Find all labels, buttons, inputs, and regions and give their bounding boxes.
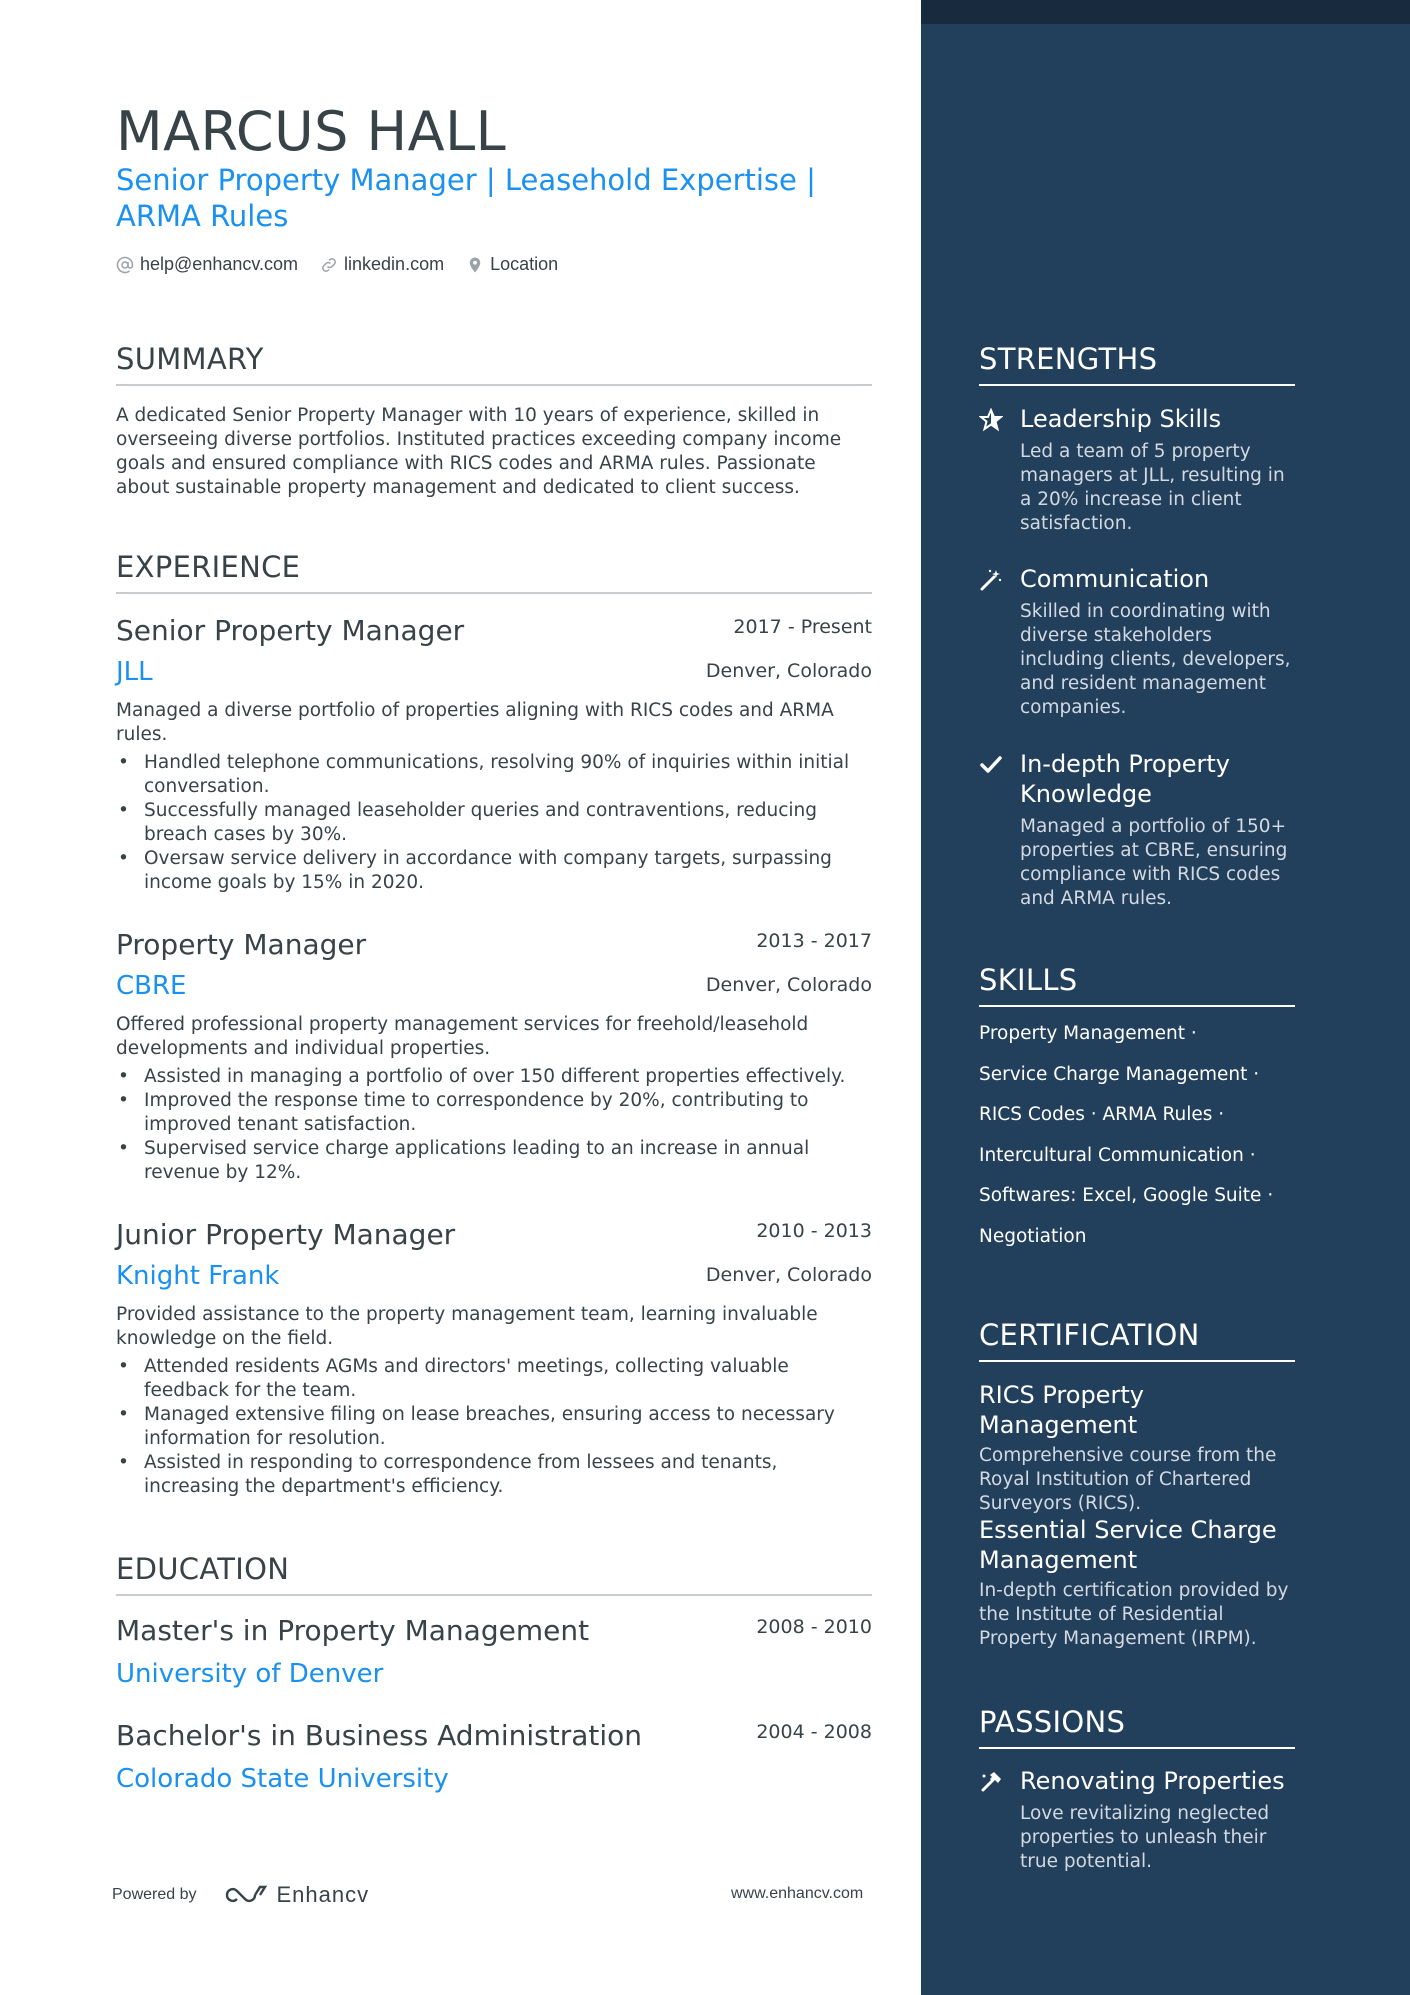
education-heading: EDUCATION <box>116 1552 872 1596</box>
passion-item <box>979 1766 1295 1874</box>
experience-heading: EXPERIENCE <box>116 550 872 594</box>
magic-wand-icon <box>979 568 1003 592</box>
star-icon <box>979 408 1003 432</box>
education-entry <box>116 1614 872 1689</box>
experience-entry <box>116 614 872 895</box>
brand-logo[interactable] <box>223 1882 370 1908</box>
brand-name: Enhancv <box>276 1882 370 1907</box>
certification-desc: In-depth certification provided by the Institute of Residential Property Management (IRPM). <box>979 1580 1289 1649</box>
passions-heading: PASSIONS <box>979 1705 1295 1749</box>
job-date: 2017 - Present <box>733 616 872 638</box>
hammer-icon <box>979 1770 1003 1794</box>
strength-item <box>979 564 1295 720</box>
list-item: • Improved the response time to correspondence by 20%, contributing to improved tenant satisfaction. <box>116 1089 872 1137</box>
strength-title: Communication <box>1020 565 1210 593</box>
job-location: Denver, Colorado <box>705 1264 872 1286</box>
certification-heading: CERTIFICATION <box>979 1318 1295 1362</box>
degree-title: Bachelor's in Business Administration <box>116 1719 643 1752</box>
powered-by <box>112 1882 369 1908</box>
skill-item: Negotiation <box>979 1225 1087 1247</box>
summary-text: A dedicated Senior Property Manager with 10 years of experience, skilled in overseeing diverse portfolios. Instituted practices exceeding company income goals and ensured compliance with RICS codes and ARMA rules. Passionate about sustainable property management and dedicated to client success. <box>116 405 842 498</box>
candidate-headline: Senior Property Manager | Leasehold Expertise | ARMA Rules <box>116 163 816 233</box>
job-title: Property Manager <box>116 928 367 961</box>
certification-item <box>979 1380 1295 1516</box>
certification-title: Essential Service Charge Management <box>979 1516 1277 1574</box>
skill-item: Property Management · <box>979 1023 1197 1044</box>
strength-title: In-depth Property Knowledge <box>1020 750 1230 808</box>
list-item: • Handled telephone communications, resolving 90% of inquiries within initial conversation. <box>116 751 872 799</box>
job-bullets <box>116 751 872 895</box>
certification-title: RICS Property Management <box>979 1381 1144 1439</box>
contact-location-text: Location <box>490 254 559 274</box>
degree-date: 2004 - 2008 <box>756 1721 872 1743</box>
list-item: • Supervised service charge applications leading to an increase in annual revenue by 12%. <box>116 1137 872 1185</box>
skills-heading: SKILLS <box>979 963 1295 1007</box>
company-name: JLL <box>116 657 153 687</box>
education-entry <box>116 1719 872 1794</box>
footer-url[interactable]: www.enhancv.com <box>731 1885 864 1902</box>
skills-list <box>979 1022 1295 1265</box>
job-location: Denver, Colorado <box>705 660 872 682</box>
strength-desc: Led a team of 5 property managers at JLL, resulting in a 20% increase in client satisfaction. <box>1020 441 1285 534</box>
strength-desc: Managed a portfolio of 150+ properties at CBRE, ensuring compliance with RICS codes and ARMA rules. <box>1020 816 1288 909</box>
degree-title: Master's in Property Management <box>116 1614 590 1647</box>
list-item: • Oversaw service delivery in accordance with company targets, surpassing income goals by 15% in 2020. <box>116 847 872 895</box>
skill-item: Service Charge Management · <box>979 1063 1260 1085</box>
job-description: Offered professional property management services for freehold/leasehold developments and individual properties. <box>116 1014 809 1059</box>
summary-heading: SUMMARY <box>116 342 872 386</box>
experience-entry <box>116 1218 872 1499</box>
list-item: • Successfully managed leaseholder queries and contraventions, reducing breach cases by 30%. <box>116 799 872 847</box>
skill-item: Intercultural Communication · <box>979 1144 1256 1166</box>
strengths-heading: STRENGTHS <box>979 342 1295 386</box>
job-bullets <box>116 1355 872 1499</box>
enhancv-logo-icon <box>223 1883 269 1907</box>
certification-item <box>979 1515 1295 1651</box>
strength-title: Leadership Skills <box>1020 405 1222 433</box>
list-item: • Assisted in managing a portfolio of over 150 different properties effectively. <box>116 1065 872 1089</box>
passion-desc: Love revitalizing neglected properties to unleash their true potential. <box>1020 1803 1270 1872</box>
contact-linkedin[interactable] <box>320 254 444 275</box>
link-icon <box>320 256 338 274</box>
sidebar-top-bar <box>921 0 1410 24</box>
list-item: • Assisted in responding to correspondence from lessees and tenants, increasing the department's efficiency. <box>116 1451 872 1499</box>
candidate-name: MARCUS HALL <box>116 100 507 163</box>
job-title: Junior Property Manager <box>116 1218 456 1251</box>
contact-email-text: help@enhancv.com <box>140 254 299 274</box>
degree-date: 2008 - 2010 <box>756 1616 872 1638</box>
list-item: • Attended residents AGMs and directors' meetings, collecting valuable feedback for the team. <box>116 1355 872 1403</box>
job-bullets <box>116 1065 872 1185</box>
contact-location <box>466 254 558 275</box>
powered-by-label: Powered by <box>112 1886 197 1903</box>
location-pin-icon <box>466 256 484 274</box>
contact-email[interactable] <box>116 254 298 275</box>
strength-item <box>979 749 1295 911</box>
school-name: Colorado State University <box>116 1764 449 1794</box>
contact-bar <box>116 254 558 275</box>
skill-item: Softwares: Excel, Google Suite · <box>979 1185 1274 1206</box>
contact-linkedin-text: linkedin.com <box>344 254 445 274</box>
at-icon <box>116 256 134 274</box>
strength-desc: Skilled in coordinating with diverse stakeholders including clients, developers, and resident management companies. <box>1020 601 1291 718</box>
job-location: Denver, Colorado <box>705 974 872 996</box>
company-name: Knight Frank <box>116 1261 280 1291</box>
certification-desc: Comprehensive course from the Royal Institution of Chartered Surveyors (RICS). <box>979 1445 1277 1514</box>
job-description: Managed a diverse portfolio of properties aligning with RICS codes and ARMA rules. <box>116 700 834 745</box>
school-name: University of Denver <box>116 1659 384 1689</box>
job-description: Provided assistance to the property management team, learning invaluable knowledge on the field. <box>116 1304 818 1349</box>
company-name: CBRE <box>116 971 187 1001</box>
skill-item: RICS Codes · ARMA Rules · <box>979 1104 1225 1125</box>
list-item: • Managed extensive filing on lease breaches, ensuring access to necessary information for resolution. <box>116 1403 872 1451</box>
job-date: 2010 - 2013 <box>756 1220 872 1242</box>
checkmark-icon <box>979 753 1003 777</box>
strength-item <box>979 404 1295 536</box>
job-title: Senior Property Manager <box>116 614 465 647</box>
experience-entry <box>116 928 872 1185</box>
job-date: 2013 - 2017 <box>756 930 872 952</box>
passion-title: Renovating Properties <box>1020 1767 1285 1795</box>
